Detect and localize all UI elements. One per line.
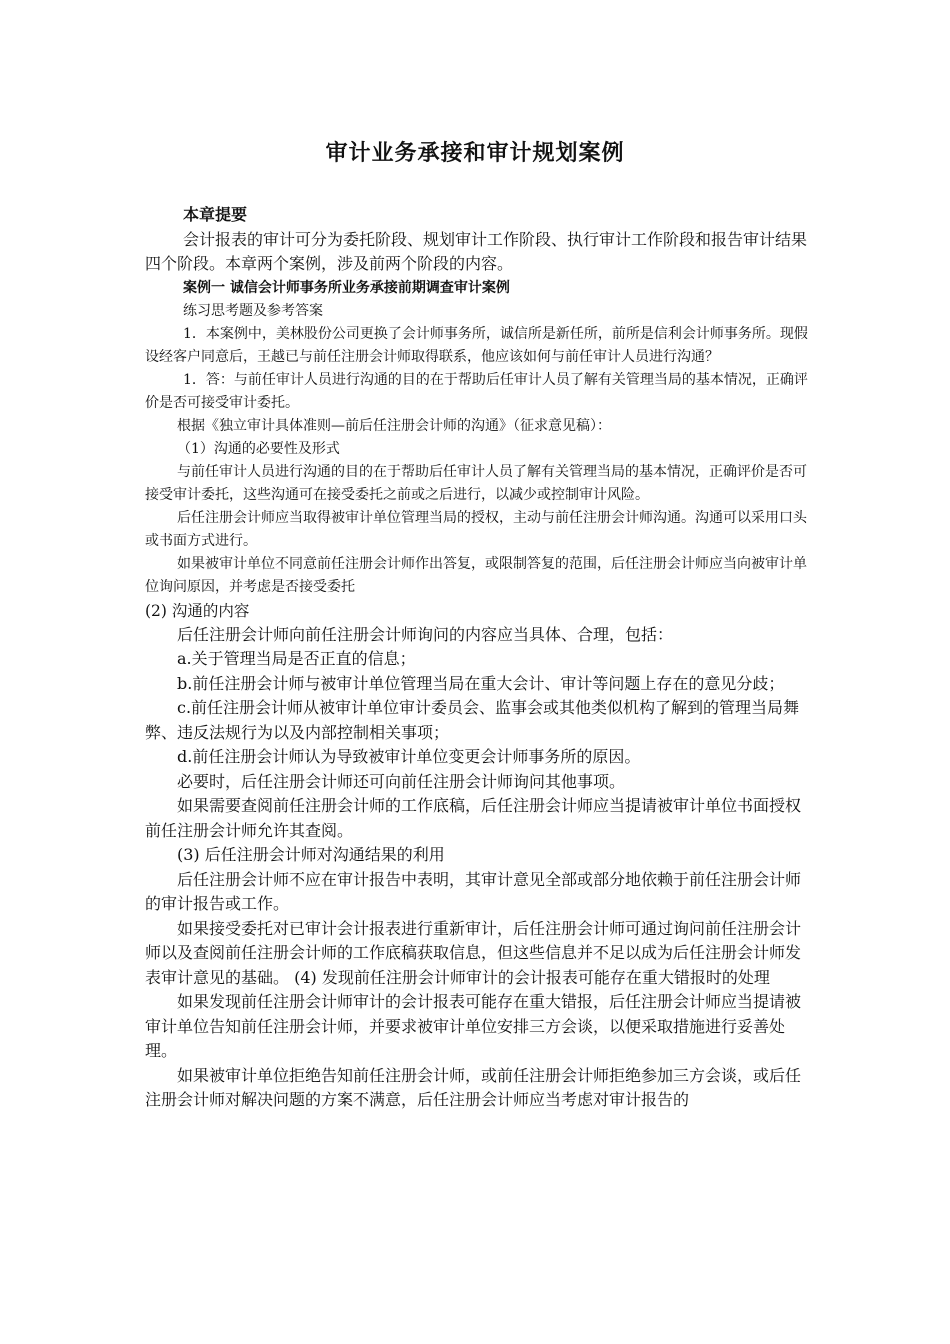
page-title: 审计业务承接和审计规划案例 bbox=[325, 140, 625, 166]
paragraph: 如果接受委托对已审计会计报表进行重新审计，后任注册会计师可通过询问前任注册会计师以及查阅前任注册会计师的工作底稿获取信息，但这些信息并不足以成为后任注册会计师发表审计意见的基础。 (4) 发现前任注册会计师审计的会计报表可能存在重大错报时的处理 bbox=[145, 918, 802, 987]
answer: 1．答：与前任审计人员进行沟通的目的在于帮助后任审计人员了解有关管理当局的基本情况，正确评价是否可接受审计委托。 bbox=[145, 371, 808, 411]
paragraph: 与前任审计人员进行沟通的目的在于帮助后任审计人员了解有关管理当局的基本情况，正确评价是否可接受审计委托，这些沟通可在接受委托之前或之后进行，以减少或控制审计风险。 bbox=[145, 463, 807, 503]
paragraph: 如果被审计单位不同意前任注册会计师作出答复，或限制答复的范围，后任注册会计师应当向被审计单位询问原因，并考虑是否接受委托 bbox=[145, 555, 807, 595]
subheading: 练习思考题及参考答案 bbox=[183, 302, 323, 319]
section-heading: 本章提要 bbox=[183, 205, 248, 224]
paragraph: 后任注册会计师不应在审计报告中表明，其审计意见全部或部分地依赖于前任注册会计师的审计报告或工作。 bbox=[145, 869, 802, 913]
subheading: （1）沟通的必要性及形式 bbox=[177, 440, 340, 457]
list-item: d.前任注册会计师认为导致被审计单位变更会计师事务所的原因。 bbox=[177, 747, 641, 766]
paragraph: 如果被审计单位拒绝告知前任注册会计师，或前任注册会计师拒绝参加三方会谈，或后任注册会计师对解决问题的方案不满意，后任注册会计师应当考虑对审计报告的 bbox=[145, 1065, 802, 1109]
paragraph: 必要时，后任注册会计师还可向前任注册会计师询问其他事项。 bbox=[177, 771, 626, 791]
list-item: a.关于管理当局是否正直的信息； bbox=[177, 649, 416, 668]
paragraph: 后任注册会计师向前任注册会计师询问的内容应当具体、合理，包括： bbox=[177, 624, 674, 644]
paragraph: 根据《独立审计具体准则—前后任注册会计师的沟通》（征求意见稿）： bbox=[177, 417, 611, 434]
paragraph: 如果发现前任注册会计师审计的会计报表可能存在重大错报，后任注册会计师应当提请被审计单位告知前任注册会计师，并要求被审计单位安排三方会谈，以便采取措施进行妥善处理。 bbox=[145, 992, 802, 1060]
case-heading: 案例一 诚信会计师事务所业务承接前期调查审计案例 bbox=[183, 279, 510, 296]
list-item: c.前任注册会计师从被审计单位审计委员会、监事会或其他类似机构了解到的管理当局舞弊、违反法规行为以及内部控制相关事项； bbox=[145, 698, 800, 742]
subheading: (2) 沟通的内容 bbox=[145, 601, 250, 620]
paragraph: 会计报表的审计可分为委托阶段、规划审计工作阶段、执行审计工作阶段和报告审计结果四个阶段。本章两个案例，涉及前两个阶段的内容。 bbox=[145, 229, 808, 273]
question: 1．本案例中，美林股份公司更换了会计师事务所，诚信所是新任所，前所是信利会计师事务所。现假设经客户同意后，王越已与前任注册会计师取得联系，他应该如何与前任审计人员进行沟通？ bbox=[145, 325, 808, 365]
document-body bbox=[145, 203, 810, 1113]
paragraph: 如果需要查阅前任注册会计师的工作底稿，后任注册会计师应当提请被审计单位书面授权前任注册会计师允许其查阅。 bbox=[145, 796, 802, 840]
subheading: (3) 后任注册会计师对沟通结果的利用 bbox=[177, 845, 445, 864]
list-item: b.前任注册会计师与被审计单位管理当局在重大会计、审计等问题上存在的意见分歧； bbox=[177, 673, 785, 693]
paragraph: 后任注册会计师应当取得被审计单位管理当局的授权，主动与前任注册会计师沟通。沟通可以采用口头或书面方式进行。 bbox=[145, 509, 807, 549]
